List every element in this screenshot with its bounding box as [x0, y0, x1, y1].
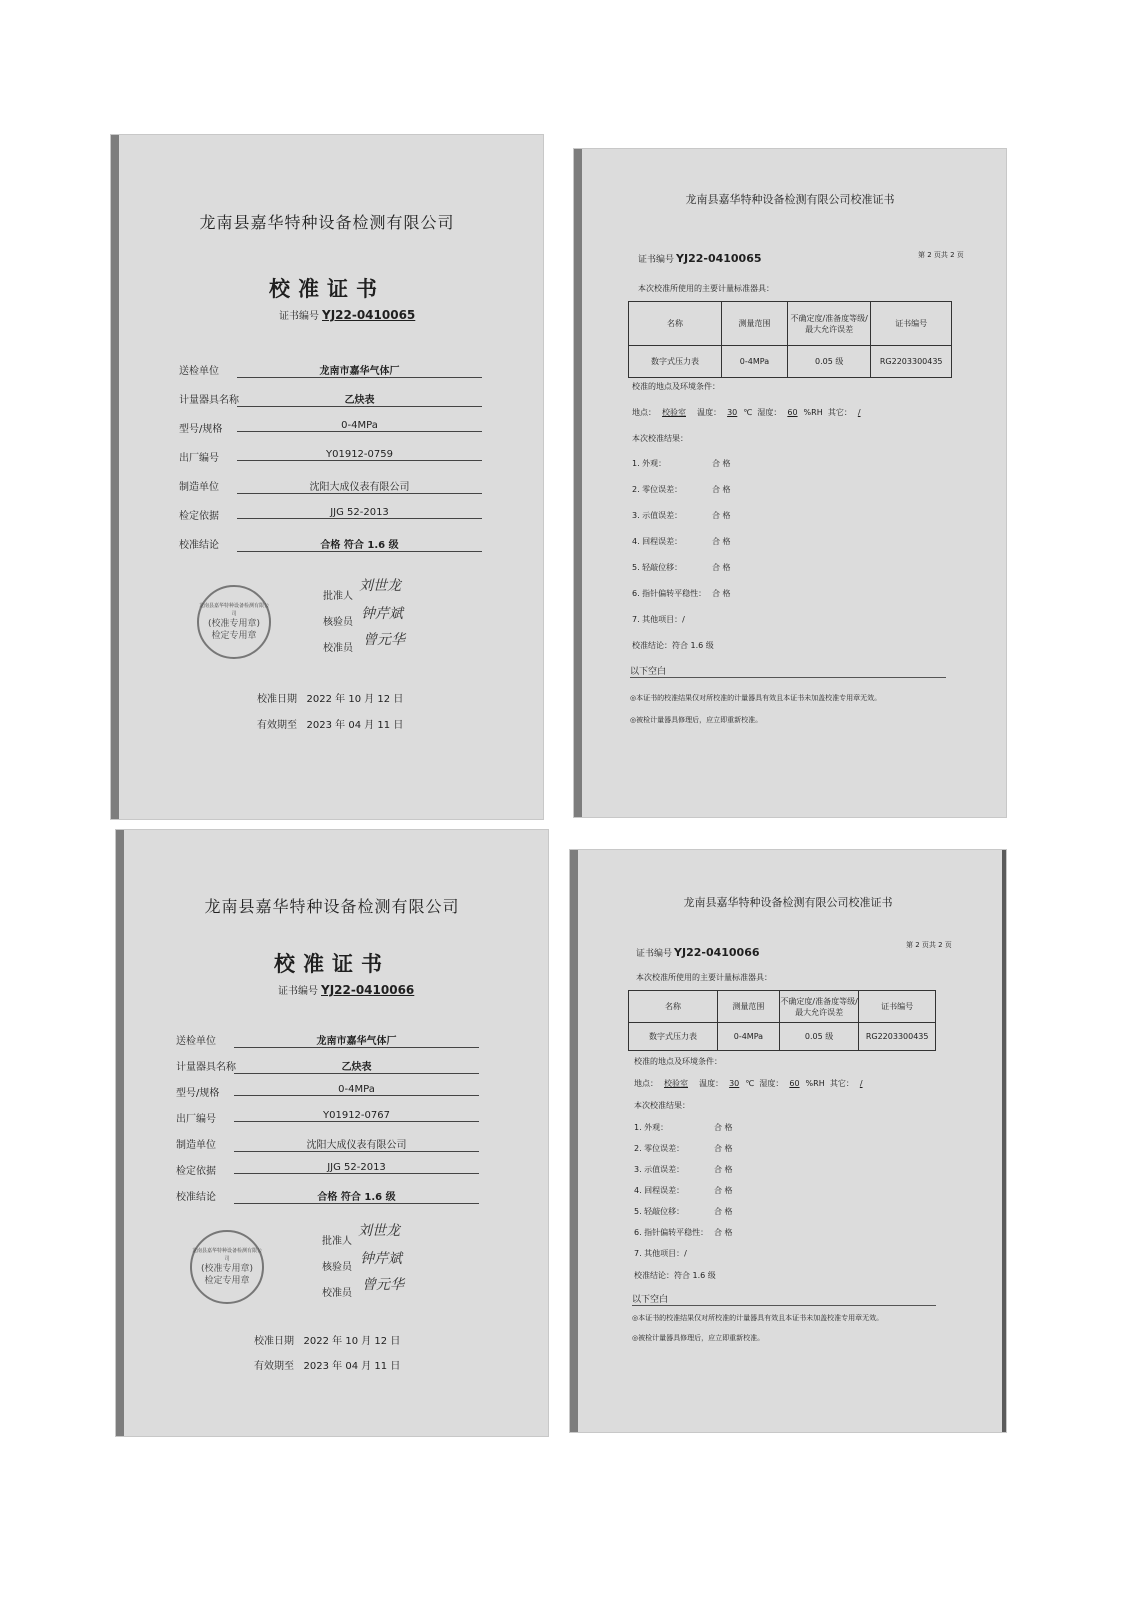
valid-until-value: 2023 年 04 月 11 日 — [303, 1361, 401, 1372]
field-value: 0-4MPa — [234, 1084, 479, 1096]
result-item-value: 合 格 — [712, 563, 731, 572]
official-stamp — [190, 1230, 264, 1304]
env-temp-unit: ℃ — [743, 408, 753, 417]
table-header-row — [629, 302, 952, 346]
field-label: 型号/规格 — [176, 1088, 220, 1099]
field-value: JJG 52-2013 — [237, 507, 482, 519]
result-item — [634, 1227, 733, 1238]
env-hum-unit: %RH — [805, 1079, 825, 1088]
field-value: 沈阳大成仪表有限公司 — [237, 478, 482, 494]
env-hum-unit: %RH — [803, 408, 823, 417]
certificate-title: 校准证书 — [274, 952, 390, 976]
verifier-signature: 钟芹斌 — [361, 606, 403, 622]
approver-label: 批准人 — [322, 1236, 352, 1247]
result-item-value: 合 格 — [714, 1165, 733, 1174]
standards-label: 本次校准所使用的主要计量标准器具： — [636, 973, 772, 982]
certificate-number — [636, 946, 760, 959]
result-item-value: 合 格 — [714, 1207, 733, 1216]
result-item-label: 2. 零位误差： — [632, 485, 683, 494]
field-value: Y01912-0767 — [234, 1110, 479, 1122]
field-label: 型号/规格 — [179, 424, 223, 435]
env-conditions — [634, 1078, 869, 1089]
official-stamp — [197, 585, 271, 659]
conclusion: 校准结论：符合 1.6 级 — [632, 641, 714, 650]
cert-no-value: YJ22-0410065 — [676, 252, 762, 265]
field-label: 出厂编号 — [176, 1114, 216, 1125]
field-value: 龙南市嘉华气体厂 — [234, 1032, 479, 1048]
calibrator-label: 校准员 — [323, 643, 353, 654]
result-item-label: 7. 其他项目：/ — [634, 1249, 687, 1258]
page2-title: 龙南县嘉华特种设备检测有限公司校准证书 — [685, 193, 895, 206]
cert-no-value: YJ22-0410066 — [674, 946, 760, 959]
stamp-text: (校准专用章) — [200, 1264, 254, 1274]
result-item — [634, 1143, 733, 1154]
verifier-label: 核验员 — [323, 617, 353, 628]
result-item — [634, 1248, 687, 1259]
approver-signature: 刘世龙 — [359, 578, 401, 594]
field-value: 沈阳大成仪表有限公司 — [234, 1136, 479, 1152]
blank-below: 以下空白 — [632, 1292, 936, 1306]
table-header-cell: 测量范围 — [717, 991, 779, 1023]
calibrator-signature: 曾元华 — [362, 1277, 404, 1293]
results-label: 本次校准结果： — [634, 1101, 690, 1110]
valid-until — [257, 716, 403, 731]
company-name: 龙南县嘉华特种设备检测有限公司 — [199, 213, 455, 232]
env-temp-label: 温度： — [699, 1079, 724, 1088]
result-item — [632, 484, 731, 495]
result-item-label: 3. 示值误差： — [634, 1165, 685, 1174]
field-value: 合格 符合 1.6 级 — [234, 1188, 479, 1204]
result-item-value: 合 格 — [714, 1144, 733, 1153]
calib-date-label: 校准日期 — [257, 694, 297, 705]
result-item-label: 4. 回程误差： — [632, 537, 683, 546]
env-hum-value: 60 — [787, 408, 798, 417]
stamp-text: 龙南县嘉华特种设备检测有限公司 — [199, 603, 270, 617]
result-item-value: 合 格 — [714, 1123, 733, 1132]
calibrator-signature: 曾元华 — [363, 632, 405, 648]
result-item-label: 1. 外观： — [634, 1123, 669, 1132]
cert-no-value: YJ22-0410066 — [321, 983, 415, 997]
standards-table — [628, 301, 952, 378]
env-hum-label: 湿度： — [759, 1079, 784, 1088]
calibration-date — [257, 690, 403, 705]
stamp-text: 龙南县嘉华特种设备检测有限公司 — [192, 1248, 263, 1262]
table-cell: RG2203300435 — [871, 346, 952, 378]
table-header-cell: 名称 — [629, 991, 718, 1023]
field-value: 0-4MPa — [237, 420, 482, 432]
table-row — [629, 346, 952, 378]
field-label: 检定依据 — [176, 1166, 216, 1177]
table-cell: RG2203300435 — [859, 1023, 936, 1051]
field-label: 送检单位 — [176, 1036, 216, 1047]
table-row — [629, 1023, 936, 1051]
conclusion: 校准结论：符合 1.6 级 — [634, 1271, 716, 1280]
field-value: 合格 符合 1.6 级 — [237, 536, 482, 552]
env-conditions — [632, 407, 867, 418]
result-item — [634, 1164, 733, 1175]
valid-until-label: 有效期至 — [257, 720, 297, 731]
env-other-label: 其它： — [827, 408, 852, 417]
table-header-cell: 不确定度/准备度等级/最大允许误差 — [779, 991, 858, 1023]
cert-no-label: 证书编号 — [278, 986, 318, 997]
notes — [632, 1308, 883, 1348]
result-item — [632, 536, 731, 547]
env-label: 校准的地点及环境条件： — [632, 382, 720, 391]
calib-date-value: 2022 年 10 月 12 日 — [306, 694, 404, 705]
note-item: ◎被检计量器具修理后，应立即重新校准。 — [632, 1334, 765, 1342]
env-temp-value: 30 — [727, 408, 738, 417]
calibrator-label: 校准员 — [322, 1288, 352, 1299]
result-item — [632, 588, 731, 599]
env-other-value: / — [857, 408, 861, 417]
result-item — [632, 458, 731, 469]
cert-no-label: 证书编号 — [636, 949, 673, 959]
result-item — [632, 562, 731, 573]
result-item-label: 2. 零位误差： — [634, 1144, 685, 1153]
verifier-signature: 钟芹斌 — [360, 1251, 402, 1267]
result-item-value: 合 格 — [712, 459, 731, 468]
note-item: ◎本证书的校准结果仅对所校准的计量器具有效且本证书未加盖校准专用章无效。 — [630, 694, 882, 702]
table-header-cell: 不确定度/准备度等级/最大允许误差 — [787, 302, 870, 346]
certificate-cover-2 — [116, 830, 548, 1436]
certificate-title: 校准证书 — [269, 277, 385, 301]
result-item-value: 合 格 — [712, 589, 731, 598]
result-item-value: 合 格 — [714, 1228, 733, 1237]
env-other-label: 其它： — [829, 1079, 854, 1088]
table-cell: 0-4MPa — [721, 346, 787, 378]
result-item — [634, 1185, 733, 1196]
verifier-label: 核验员 — [322, 1262, 352, 1273]
env-hum-value: 60 — [789, 1079, 800, 1088]
stamp-text: 检定专用章 — [204, 1276, 250, 1286]
field-label: 检定依据 — [179, 511, 219, 522]
result-item-label: 3. 示值误差： — [632, 511, 683, 520]
page-number: 第 2 页共 2 页 — [906, 941, 952, 949]
table-header-cell: 测量范围 — [721, 302, 787, 346]
certificate-number — [278, 982, 414, 997]
field-label: 校准结论 — [176, 1192, 216, 1203]
field-value: JJG 52-2013 — [234, 1162, 479, 1174]
field-label: 计量器具名称 — [179, 395, 239, 406]
result-item-label: 6. 指针偏转平稳性： — [634, 1228, 709, 1237]
env-temp-value: 30 — [729, 1079, 740, 1088]
table-header-row — [629, 991, 936, 1023]
cert-no-label: 证书编号 — [279, 311, 319, 322]
result-item — [634, 1206, 733, 1217]
result-item-label: 1. 外观： — [632, 459, 667, 468]
field-value: 乙炔表 — [237, 391, 482, 407]
note-item: ◎本证书的校准结果仅对所校准的计量器具有效且本证书未加盖校准专用章无效。 — [632, 1314, 884, 1322]
cert-no-value: YJ22-0410065 — [322, 308, 416, 322]
calib-date-label: 校准日期 — [254, 1336, 294, 1347]
result-item-label: 7. 其他项目：/ — [632, 615, 685, 624]
calib-date-value: 2022 年 10 月 12 日 — [303, 1336, 401, 1347]
page2-title: 龙南县嘉华特种设备检测有限公司校准证书 — [683, 896, 893, 909]
standards-label: 本次校准所使用的主要计量标准器具： — [638, 284, 774, 293]
result-item — [632, 614, 685, 625]
certificate-number — [279, 307, 415, 322]
table-cell: 0-4MPa — [717, 1023, 779, 1051]
standards-table — [628, 990, 936, 1051]
valid-until — [254, 1357, 400, 1372]
env-place-label: 地点： — [632, 408, 656, 417]
approver-signature: 刘世龙 — [358, 1223, 400, 1239]
env-label: 校准的地点及环境条件： — [634, 1057, 722, 1066]
env-place-value: 校验室 — [662, 408, 686, 417]
env-hum-label: 湿度： — [757, 408, 782, 417]
field-value: 乙炔表 — [234, 1058, 479, 1074]
table-cell: 0.05 级 — [779, 1023, 858, 1051]
valid-until-value: 2023 年 04 月 11 日 — [306, 720, 404, 731]
result-item-value: 合 格 — [712, 537, 731, 546]
env-temp-label: 温度： — [697, 408, 722, 417]
result-item-label: 4. 回程误差： — [634, 1186, 685, 1195]
note-item: ◎被检计量器具修理后，应立即重新校准。 — [630, 716, 763, 724]
field-label: 计量器具名称 — [176, 1062, 236, 1073]
field-label: 制造单位 — [179, 482, 219, 493]
field-label: 出厂编号 — [179, 453, 219, 464]
blank-below: 以下空白 — [630, 664, 946, 678]
certificate-page2-1 — [574, 149, 1006, 817]
result-item — [632, 510, 731, 521]
result-item — [634, 1122, 733, 1133]
certificate-cover-1 — [111, 135, 543, 819]
env-temp-unit: ℃ — [745, 1079, 755, 1088]
table-cell: 0.05 级 — [787, 346, 870, 378]
company-name: 龙南县嘉华特种设备检测有限公司 — [204, 897, 460, 916]
stamp-text: 检定专用章 — [211, 631, 257, 641]
env-place-value: 校验室 — [664, 1079, 688, 1088]
stamp-text: (校准专用章) — [207, 619, 261, 629]
field-value: 龙南市嘉华气体厂 — [237, 362, 482, 378]
field-value: Y01912-0759 — [237, 449, 482, 461]
field-label: 校准结论 — [179, 540, 219, 551]
field-label: 制造单位 — [176, 1140, 216, 1151]
table-header-cell: 证书编号 — [871, 302, 952, 346]
table-cell: 数字式压力表 — [629, 1023, 718, 1051]
calibration-date — [254, 1332, 400, 1347]
result-item-label: 6. 指针偏转平稳性： — [632, 589, 707, 598]
result-item-value: 合 格 — [712, 485, 731, 494]
notes — [630, 687, 881, 731]
approver-label: 批准人 — [323, 591, 353, 602]
env-place-label: 地点： — [634, 1079, 658, 1088]
result-item-label: 5. 轻敲位移： — [632, 563, 683, 572]
table-cell: 数字式压力表 — [629, 346, 722, 378]
result-item-value: 合 格 — [712, 511, 731, 520]
certificate-number — [638, 252, 762, 265]
result-item-value: 合 格 — [714, 1186, 733, 1195]
table-header-cell: 证书编号 — [859, 991, 936, 1023]
valid-until-label: 有效期至 — [254, 1361, 294, 1372]
result-item-label: 5. 轻敲位移： — [634, 1207, 685, 1216]
field-label: 送检单位 — [179, 366, 219, 377]
table-header-cell: 名称 — [629, 302, 722, 346]
page-number: 第 2 页共 2 页 — [918, 251, 964, 259]
env-other-value: / — [859, 1079, 863, 1088]
results-label: 本次校准结果： — [632, 434, 688, 443]
certificate-page2-2 — [570, 850, 1006, 1432]
cert-no-label: 证书编号 — [638, 255, 675, 265]
